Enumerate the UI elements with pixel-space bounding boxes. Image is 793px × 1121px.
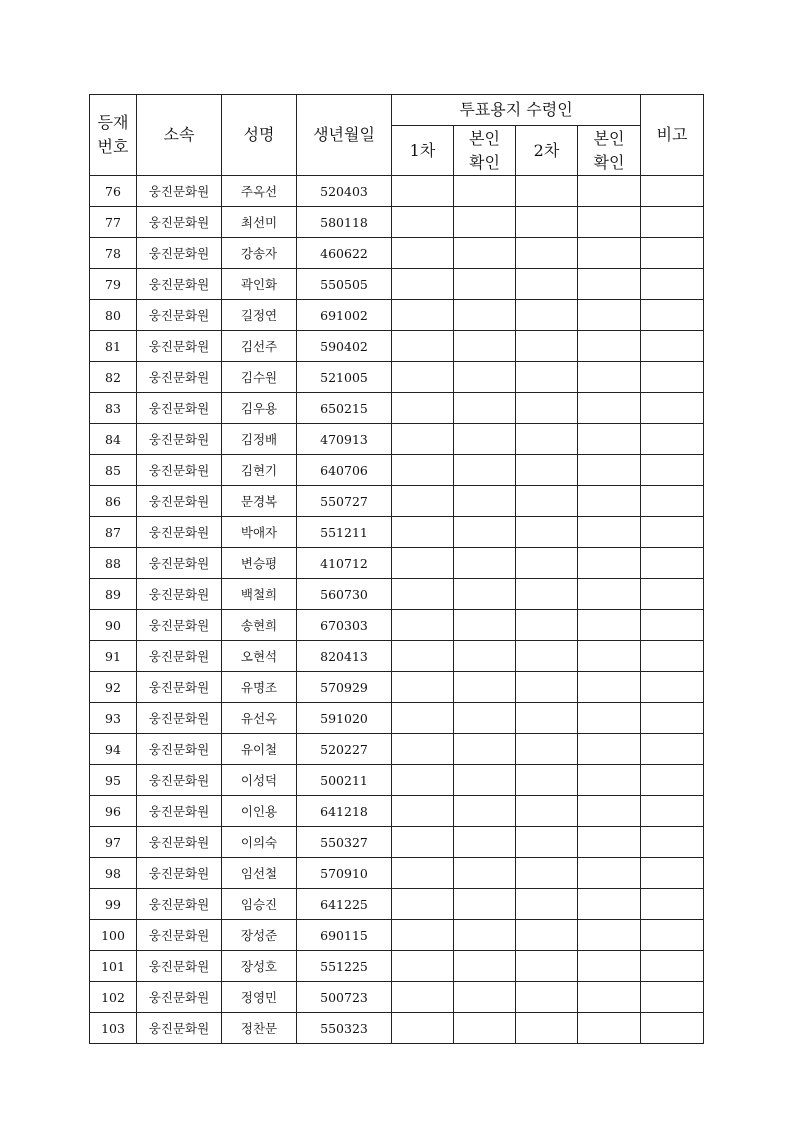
cell-second-round — [516, 641, 578, 672]
cell-name: 박애자 — [222, 517, 297, 548]
cell-second-round — [516, 982, 578, 1013]
cell-affiliation: 웅진문화원 — [137, 238, 222, 269]
cell-second-round — [516, 1013, 578, 1044]
cell-second-round — [516, 393, 578, 424]
cell-identity-check-2 — [578, 207, 641, 238]
cell-registration-no: 89 — [90, 579, 137, 610]
cell-second-round — [516, 238, 578, 269]
cell-second-round — [516, 300, 578, 331]
table-row — [90, 362, 704, 393]
table-row — [90, 827, 704, 858]
cell-birthdate: 410712 — [297, 548, 392, 579]
cell-identity-check-2 — [578, 1013, 641, 1044]
cell-affiliation: 웅진문화원 — [137, 300, 222, 331]
cell-identity-check-2 — [578, 393, 641, 424]
cell-name: 김정배 — [222, 424, 297, 455]
cell-birthdate: 650215 — [297, 393, 392, 424]
cell-registration-no: 85 — [90, 455, 137, 486]
cell-birthdate: 521005 — [297, 362, 392, 393]
cell-identity-check-2 — [578, 858, 641, 889]
cell-identity-check-1 — [454, 858, 516, 889]
cell-first-round — [392, 765, 454, 796]
cell-affiliation: 웅진문화원 — [137, 889, 222, 920]
header-identity-check-1 — [454, 126, 516, 176]
cell-first-round — [392, 393, 454, 424]
cell-identity-check-2 — [578, 703, 641, 734]
cell-identity-check-1 — [454, 331, 516, 362]
cell-registration-no: 95 — [90, 765, 137, 796]
table-row — [90, 207, 704, 238]
header-registration-no-line2: 번호 — [97, 137, 129, 156]
cell-identity-check-2 — [578, 641, 641, 672]
cell-remarks — [641, 300, 704, 331]
cell-affiliation: 웅진문화원 — [137, 734, 222, 765]
cell-registration-no: 93 — [90, 703, 137, 734]
cell-remarks — [641, 920, 704, 951]
cell-identity-check-1 — [454, 300, 516, 331]
cell-second-round — [516, 858, 578, 889]
cell-remarks — [641, 548, 704, 579]
cell-second-round — [516, 455, 578, 486]
header-affiliation: 소속 — [137, 95, 222, 176]
cell-birthdate: 641225 — [297, 889, 392, 920]
cell-name: 강송자 — [222, 238, 297, 269]
cell-remarks — [641, 734, 704, 765]
cell-first-round — [392, 424, 454, 455]
cell-affiliation: 웅진문화원 — [137, 796, 222, 827]
header-registration-no-line1: 등재 — [97, 113, 129, 132]
cell-registration-no: 92 — [90, 672, 137, 703]
table-row — [90, 579, 704, 610]
cell-registration-no: 80 — [90, 300, 137, 331]
cell-first-round — [392, 920, 454, 951]
cell-identity-check-2 — [578, 765, 641, 796]
table-row — [90, 796, 704, 827]
cell-identity-check-1 — [454, 827, 516, 858]
header-identity-check-1-line1: 본인 — [469, 128, 500, 148]
cell-name: 임선철 — [222, 858, 297, 889]
cell-second-round — [516, 207, 578, 238]
cell-remarks — [641, 982, 704, 1013]
table-row — [90, 889, 704, 920]
cell-registration-no: 90 — [90, 610, 137, 641]
cell-affiliation: 웅진문화원 — [137, 951, 222, 982]
table-row — [90, 424, 704, 455]
cell-name: 유명조 — [222, 672, 297, 703]
cell-birthdate: 460622 — [297, 238, 392, 269]
cell-identity-check-2 — [578, 455, 641, 486]
cell-remarks — [641, 610, 704, 641]
cell-birthdate: 670303 — [297, 610, 392, 641]
cell-name: 정찬문 — [222, 1013, 297, 1044]
header-remarks: 비고 — [641, 95, 704, 176]
cell-remarks — [641, 889, 704, 920]
cell-affiliation: 웅진문화원 — [137, 641, 222, 672]
cell-first-round — [392, 455, 454, 486]
cell-remarks — [641, 207, 704, 238]
table-row — [90, 176, 704, 207]
cell-remarks — [641, 858, 704, 889]
cell-first-round — [392, 486, 454, 517]
cell-identity-check-1 — [454, 610, 516, 641]
cell-registration-no: 94 — [90, 734, 137, 765]
cell-name: 김우용 — [222, 393, 297, 424]
cell-birthdate: 551211 — [297, 517, 392, 548]
cell-identity-check-2 — [578, 331, 641, 362]
cell-name: 변승평 — [222, 548, 297, 579]
cell-second-round — [516, 920, 578, 951]
table-row — [90, 455, 704, 486]
cell-registration-no: 84 — [90, 424, 137, 455]
table-row — [90, 765, 704, 796]
cell-name: 이성덕 — [222, 765, 297, 796]
cell-identity-check-2 — [578, 889, 641, 920]
cell-identity-check-2 — [578, 610, 641, 641]
cell-identity-check-1 — [454, 517, 516, 548]
cell-remarks — [641, 765, 704, 796]
cell-identity-check-1 — [454, 176, 516, 207]
header-ballot-recipient: 투표용지 수령인 — [392, 95, 641, 126]
cell-birthdate: 691002 — [297, 300, 392, 331]
cell-remarks — [641, 641, 704, 672]
cell-registration-no: 78 — [90, 238, 137, 269]
cell-birthdate: 590402 — [297, 331, 392, 362]
cell-remarks — [641, 1013, 704, 1044]
cell-remarks — [641, 238, 704, 269]
cell-affiliation: 웅진문화원 — [137, 424, 222, 455]
cell-identity-check-1 — [454, 765, 516, 796]
table-row — [90, 269, 704, 300]
cell-identity-check-1 — [454, 920, 516, 951]
cell-affiliation: 웅진문화원 — [137, 548, 222, 579]
cell-identity-check-1 — [454, 393, 516, 424]
header-identity-check-2-line1: 본인 — [593, 128, 625, 148]
cell-registration-no: 96 — [90, 796, 137, 827]
cell-remarks — [641, 362, 704, 393]
cell-identity-check-2 — [578, 827, 641, 858]
cell-registration-no: 97 — [90, 827, 137, 858]
cell-name: 곽인화 — [222, 269, 297, 300]
cell-affiliation: 웅진문화원 — [137, 610, 222, 641]
cell-second-round — [516, 548, 578, 579]
header-identity-check-1-line2: 확인 — [469, 152, 500, 172]
cell-first-round — [392, 734, 454, 765]
header-registration-no — [90, 95, 137, 176]
cell-affiliation: 웅진문화원 — [137, 393, 222, 424]
cell-identity-check-2 — [578, 486, 641, 517]
cell-registration-no: 83 — [90, 393, 137, 424]
table-row — [90, 672, 704, 703]
cell-identity-check-1 — [454, 1013, 516, 1044]
cell-identity-check-1 — [454, 424, 516, 455]
cell-remarks — [641, 796, 704, 827]
cell-name: 김현기 — [222, 455, 297, 486]
table-row — [90, 734, 704, 765]
cell-second-round — [516, 734, 578, 765]
cell-affiliation: 웅진문화원 — [137, 486, 222, 517]
cell-name: 이의숙 — [222, 827, 297, 858]
cell-identity-check-2 — [578, 951, 641, 982]
cell-name: 김수원 — [222, 362, 297, 393]
cell-first-round — [392, 672, 454, 703]
cell-second-round — [516, 889, 578, 920]
cell-registration-no: 88 — [90, 548, 137, 579]
cell-identity-check-1 — [454, 579, 516, 610]
cell-identity-check-1 — [454, 672, 516, 703]
cell-identity-check-2 — [578, 424, 641, 455]
cell-second-round — [516, 765, 578, 796]
cell-second-round — [516, 517, 578, 548]
cell-first-round — [392, 207, 454, 238]
cell-remarks — [641, 517, 704, 548]
cell-registration-no: 103 — [90, 1013, 137, 1044]
cell-identity-check-1 — [454, 548, 516, 579]
cell-affiliation: 웅진문화원 — [137, 207, 222, 238]
cell-name: 문경복 — [222, 486, 297, 517]
header-birthdate: 생년월일 — [297, 95, 392, 176]
cell-first-round — [392, 641, 454, 672]
cell-registration-no: 77 — [90, 207, 137, 238]
cell-affiliation: 웅진문화원 — [137, 672, 222, 703]
cell-identity-check-2 — [578, 362, 641, 393]
table-row — [90, 610, 704, 641]
cell-first-round — [392, 579, 454, 610]
table-row — [90, 1013, 704, 1044]
cell-registration-no: 82 — [90, 362, 137, 393]
cell-name: 장성호 — [222, 951, 297, 982]
cell-birthdate: 690115 — [297, 920, 392, 951]
cell-affiliation: 웅진문화원 — [137, 703, 222, 734]
cell-birthdate: 520227 — [297, 734, 392, 765]
cell-affiliation: 웅진문화원 — [137, 517, 222, 548]
cell-affiliation: 웅진문화원 — [137, 827, 222, 858]
cell-name: 이인용 — [222, 796, 297, 827]
cell-affiliation: 웅진문화원 — [137, 982, 222, 1013]
cell-birthdate: 820413 — [297, 641, 392, 672]
cell-birthdate: 551225 — [297, 951, 392, 982]
table-body — [90, 176, 704, 1044]
cell-name: 김선주 — [222, 331, 297, 362]
cell-second-round — [516, 176, 578, 207]
table-row — [90, 703, 704, 734]
cell-remarks — [641, 579, 704, 610]
cell-registration-no: 79 — [90, 269, 137, 300]
cell-second-round — [516, 610, 578, 641]
cell-remarks — [641, 393, 704, 424]
cell-affiliation: 웅진문화원 — [137, 176, 222, 207]
header-second-round: 2차 — [516, 126, 578, 176]
cell-first-round — [392, 176, 454, 207]
cell-birthdate: 550323 — [297, 1013, 392, 1044]
cell-affiliation: 웅진문화원 — [137, 765, 222, 796]
cell-identity-check-1 — [454, 889, 516, 920]
cell-remarks — [641, 951, 704, 982]
cell-birthdate: 500723 — [297, 982, 392, 1013]
cell-second-round — [516, 424, 578, 455]
cell-remarks — [641, 455, 704, 486]
cell-identity-check-1 — [454, 734, 516, 765]
cell-affiliation: 웅진문화원 — [137, 331, 222, 362]
cell-identity-check-1 — [454, 207, 516, 238]
cell-affiliation: 웅진문화원 — [137, 362, 222, 393]
cell-birthdate: 591020 — [297, 703, 392, 734]
cell-identity-check-2 — [578, 269, 641, 300]
cell-identity-check-2 — [578, 672, 641, 703]
cell-second-round — [516, 362, 578, 393]
cell-remarks — [641, 827, 704, 858]
cell-name: 정영민 — [222, 982, 297, 1013]
header-identity-check-2 — [578, 126, 641, 176]
cell-first-round — [392, 703, 454, 734]
cell-second-round — [516, 827, 578, 858]
cell-name: 백철희 — [222, 579, 297, 610]
cell-first-round — [392, 238, 454, 269]
cell-affiliation: 웅진문화원 — [137, 858, 222, 889]
cell-name: 유이철 — [222, 734, 297, 765]
cell-birthdate: 500211 — [297, 765, 392, 796]
cell-identity-check-1 — [454, 238, 516, 269]
cell-identity-check-1 — [454, 703, 516, 734]
table-row — [90, 486, 704, 517]
cell-second-round — [516, 269, 578, 300]
cell-first-round — [392, 858, 454, 889]
cell-second-round — [516, 703, 578, 734]
table-row — [90, 641, 704, 672]
cell-remarks — [641, 269, 704, 300]
cell-first-round — [392, 889, 454, 920]
cell-remarks — [641, 176, 704, 207]
cell-second-round — [516, 796, 578, 827]
cell-remarks — [641, 703, 704, 734]
cell-birthdate: 580118 — [297, 207, 392, 238]
table-row — [90, 300, 704, 331]
cell-identity-check-1 — [454, 486, 516, 517]
cell-identity-check-2 — [578, 176, 641, 207]
cell-first-round — [392, 1013, 454, 1044]
cell-first-round — [392, 300, 454, 331]
cell-registration-no: 91 — [90, 641, 137, 672]
cell-name: 장성준 — [222, 920, 297, 951]
cell-second-round — [516, 331, 578, 362]
cell-registration-no: 87 — [90, 517, 137, 548]
table-row — [90, 548, 704, 579]
cell-second-round — [516, 672, 578, 703]
cell-first-round — [392, 548, 454, 579]
cell-identity-check-2 — [578, 238, 641, 269]
cell-first-round — [392, 951, 454, 982]
cell-name: 송현희 — [222, 610, 297, 641]
header-name: 성명 — [222, 95, 297, 176]
cell-remarks — [641, 672, 704, 703]
table-row — [90, 393, 704, 424]
cell-identity-check-2 — [578, 300, 641, 331]
cell-remarks — [641, 424, 704, 455]
cell-affiliation: 웅진문화원 — [137, 269, 222, 300]
cell-identity-check-1 — [454, 641, 516, 672]
cell-affiliation: 웅진문화원 — [137, 455, 222, 486]
cell-first-round — [392, 796, 454, 827]
cell-identity-check-2 — [578, 517, 641, 548]
cell-identity-check-1 — [454, 455, 516, 486]
cell-registration-no: 99 — [90, 889, 137, 920]
cell-identity-check-1 — [454, 951, 516, 982]
cell-identity-check-1 — [454, 362, 516, 393]
cell-name: 유선옥 — [222, 703, 297, 734]
cell-identity-check-1 — [454, 269, 516, 300]
cell-affiliation: 웅진문화원 — [137, 920, 222, 951]
cell-registration-no: 98 — [90, 858, 137, 889]
table-row — [90, 920, 704, 951]
cell-identity-check-2 — [578, 734, 641, 765]
cell-remarks — [641, 486, 704, 517]
cell-first-round — [392, 827, 454, 858]
cell-birthdate: 641218 — [297, 796, 392, 827]
cell-identity-check-2 — [578, 548, 641, 579]
table-row — [90, 951, 704, 982]
cell-birthdate: 470913 — [297, 424, 392, 455]
cell-affiliation: 웅진문화원 — [137, 579, 222, 610]
cell-second-round — [516, 579, 578, 610]
cell-birthdate: 550327 — [297, 827, 392, 858]
cell-identity-check-2 — [578, 982, 641, 1013]
cell-registration-no: 81 — [90, 331, 137, 362]
cell-name: 길정연 — [222, 300, 297, 331]
cell-registration-no: 102 — [90, 982, 137, 1013]
cell-first-round — [392, 982, 454, 1013]
cell-birthdate: 570929 — [297, 672, 392, 703]
cell-remarks — [641, 331, 704, 362]
cell-name: 최선미 — [222, 207, 297, 238]
cell-birthdate: 550727 — [297, 486, 392, 517]
table-row — [90, 858, 704, 889]
cell-second-round — [516, 486, 578, 517]
table-row — [90, 331, 704, 362]
table-row — [90, 982, 704, 1013]
cell-birthdate: 640706 — [297, 455, 392, 486]
cell-name: 오현석 — [222, 641, 297, 672]
cell-first-round — [392, 269, 454, 300]
cell-registration-no: 101 — [90, 951, 137, 982]
header-identity-check-2-line2: 확인 — [593, 152, 625, 172]
cell-identity-check-2 — [578, 920, 641, 951]
cell-second-round — [516, 951, 578, 982]
cell-identity-check-2 — [578, 796, 641, 827]
table-header — [90, 95, 704, 176]
cell-birthdate: 570910 — [297, 858, 392, 889]
cell-birthdate: 560730 — [297, 579, 392, 610]
table-row — [90, 238, 704, 269]
cell-registration-no: 86 — [90, 486, 137, 517]
cell-registration-no: 100 — [90, 920, 137, 951]
cell-birthdate: 520403 — [297, 176, 392, 207]
cell-identity-check-1 — [454, 982, 516, 1013]
ballot-recipient-table — [89, 94, 704, 1044]
table-row — [90, 517, 704, 548]
header-first-round: 1차 — [392, 126, 454, 176]
cell-first-round — [392, 331, 454, 362]
cell-registration-no: 76 — [90, 176, 137, 207]
cell-first-round — [392, 517, 454, 548]
cell-first-round — [392, 610, 454, 641]
cell-name: 임승진 — [222, 889, 297, 920]
cell-affiliation: 웅진문화원 — [137, 1013, 222, 1044]
cell-first-round — [392, 362, 454, 393]
cell-identity-check-2 — [578, 579, 641, 610]
cell-birthdate: 550505 — [297, 269, 392, 300]
cell-name: 주옥선 — [222, 176, 297, 207]
cell-identity-check-1 — [454, 796, 516, 827]
